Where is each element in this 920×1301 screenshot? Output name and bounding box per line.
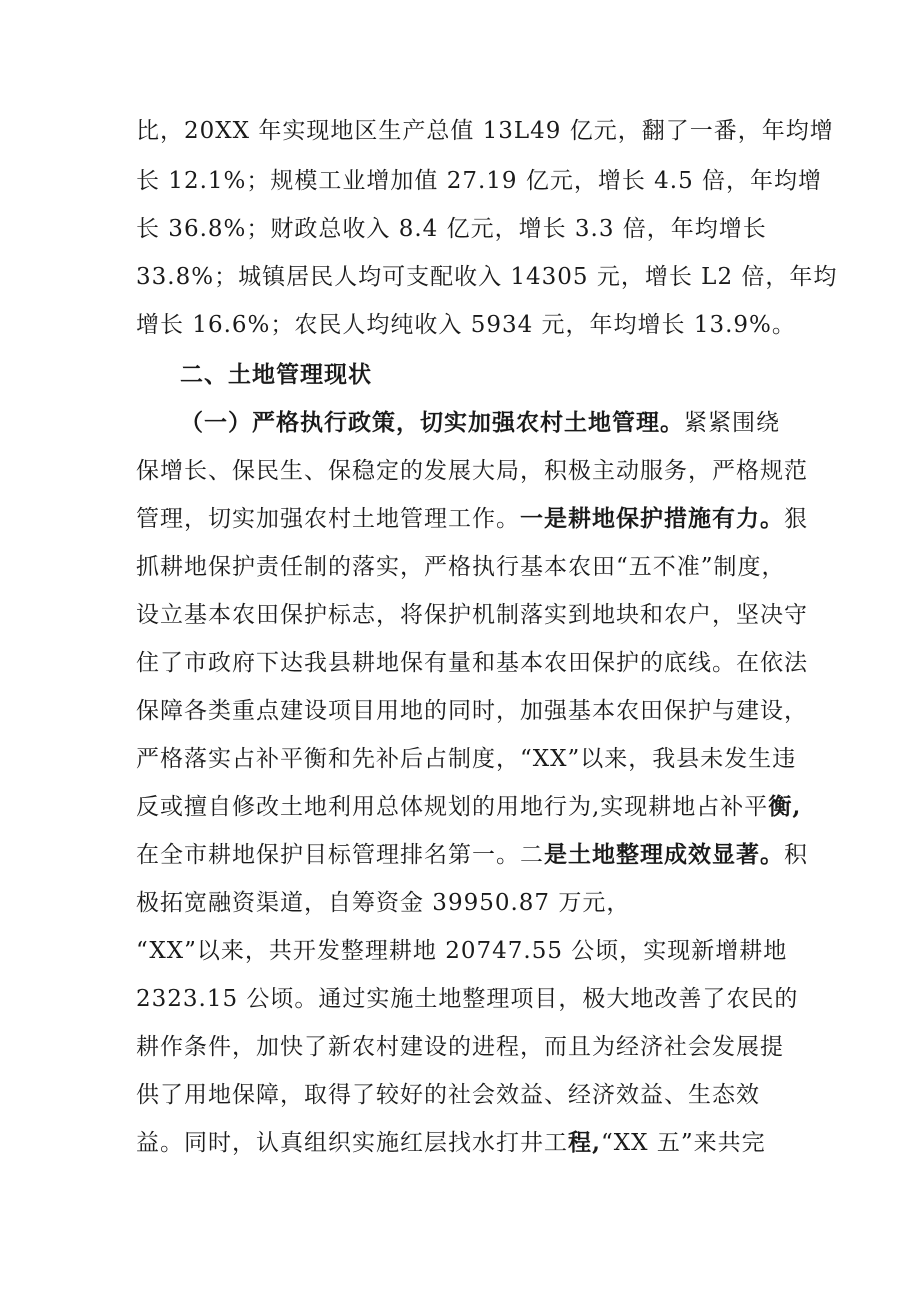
text-run: “XX 五”来共完 bbox=[601, 1130, 766, 1156]
heading-text: 二、土地管理现状 bbox=[180, 361, 372, 388]
text-line-12 bbox=[136, 648, 808, 678]
text-run: 住了市政府下达我县耕地保有量和基本农田保护的底线。在依法 bbox=[136, 650, 808, 676]
text-line-19 bbox=[136, 984, 798, 1014]
text-run: 长 12.1%；规模工业增加值 27.19 亿元，增长 4.5 倍，年均增 bbox=[136, 168, 823, 194]
point-two-title: 是土地整理成效显著。 bbox=[544, 841, 784, 868]
text-line-1 bbox=[136, 116, 834, 146]
text-run: 抓耕地保护责任制的落实，严格执行基本农田“五不准”制度， bbox=[136, 554, 786, 580]
text-line-10 bbox=[136, 552, 786, 582]
text-run: 在全市耕地保护目标管理排名第一。二 bbox=[136, 842, 544, 868]
text-run: 设立基本农田保护标志，将保护机制落实到地块和农户，坚决守 bbox=[136, 602, 808, 628]
text-line-2 bbox=[136, 166, 822, 196]
text-run: 保增长、保民生、保稳定的发展大局，积极主动服务，严格规范 bbox=[136, 458, 808, 484]
text-run: 反或擅自修改土地利用总体规划的用地行为,实现耕地占补平 bbox=[136, 794, 769, 820]
text-run: 2323.15 公顷。通过实施土地整理项目，极大地改善了农民的 bbox=[136, 986, 799, 1012]
text-line-18 bbox=[136, 936, 787, 966]
text-run: 益。同时，认真组织实施红层找水打井工 bbox=[136, 1130, 568, 1156]
subsection-title: （一）严格执行政策，切实加强农村土地管理。 bbox=[180, 409, 684, 436]
section-heading bbox=[180, 360, 372, 390]
text-run: 积 bbox=[784, 842, 808, 868]
text-line-15 bbox=[136, 792, 801, 822]
text-run: 长 36.8%；财政总收入 8.4 亿元，增长 3.3 倍，年均增长 bbox=[136, 216, 767, 242]
text-line-16 bbox=[136, 840, 808, 870]
text-run: 极拓宽融资渠道，自筹资金 39950.87 万元， bbox=[136, 890, 631, 916]
text-run: 33.8%；城镇居民人均可支配收入 14305 元，增长 L2 倍，年均 bbox=[136, 264, 838, 290]
text-line-3 bbox=[136, 214, 767, 244]
point-one-title: 一是耕地保护措施有力。 bbox=[520, 505, 784, 532]
text-run: 管理，切实加强农村土地管理工作。 bbox=[136, 506, 520, 532]
text-line-21 bbox=[136, 1080, 760, 1110]
text-line-9 bbox=[136, 504, 808, 534]
text-run: 紧紧围绕 bbox=[684, 410, 780, 436]
text-run: 供了用地保障，取得了较好的社会效益、经济效益、生态效 bbox=[136, 1082, 760, 1108]
text-line-20 bbox=[136, 1032, 784, 1062]
text-line-4 bbox=[136, 262, 837, 292]
text-run: 严格落实占补平衡和先补后占制度，“XX”以来，我县未发生违 bbox=[136, 746, 797, 772]
text-run: 比，20XX 年实现地区生产总值 13L49 亿元，翻了一番，年均增 bbox=[136, 118, 834, 144]
text-line-5 bbox=[136, 310, 796, 340]
text-run: 耕作条件，加快了新农村建设的进程，而且为经济社会发展提 bbox=[136, 1034, 784, 1060]
text-line-11 bbox=[136, 600, 808, 630]
text-line-17 bbox=[136, 888, 630, 918]
text-line-22 bbox=[136, 1128, 766, 1158]
text-run-bold: 衡, bbox=[768, 793, 802, 820]
text-run: 保障各类重点建设项目用地的同时，加强基本农田保护与建设， bbox=[136, 698, 808, 724]
text-line-14 bbox=[136, 744, 796, 774]
text-run: “XX”以来，共开发整理耕地 20747.55 公顷，实现新增耕地 bbox=[136, 938, 788, 964]
text-line-8 bbox=[136, 456, 808, 486]
subsection-line bbox=[180, 408, 780, 438]
text-run-bold: 程, bbox=[568, 1129, 602, 1156]
text-run: 增长 16.6%；农民人均纯收入 5934 元，年均增长 13.9%。 bbox=[136, 312, 796, 338]
text-run: 狠 bbox=[784, 506, 808, 532]
text-line-13 bbox=[136, 696, 808, 726]
